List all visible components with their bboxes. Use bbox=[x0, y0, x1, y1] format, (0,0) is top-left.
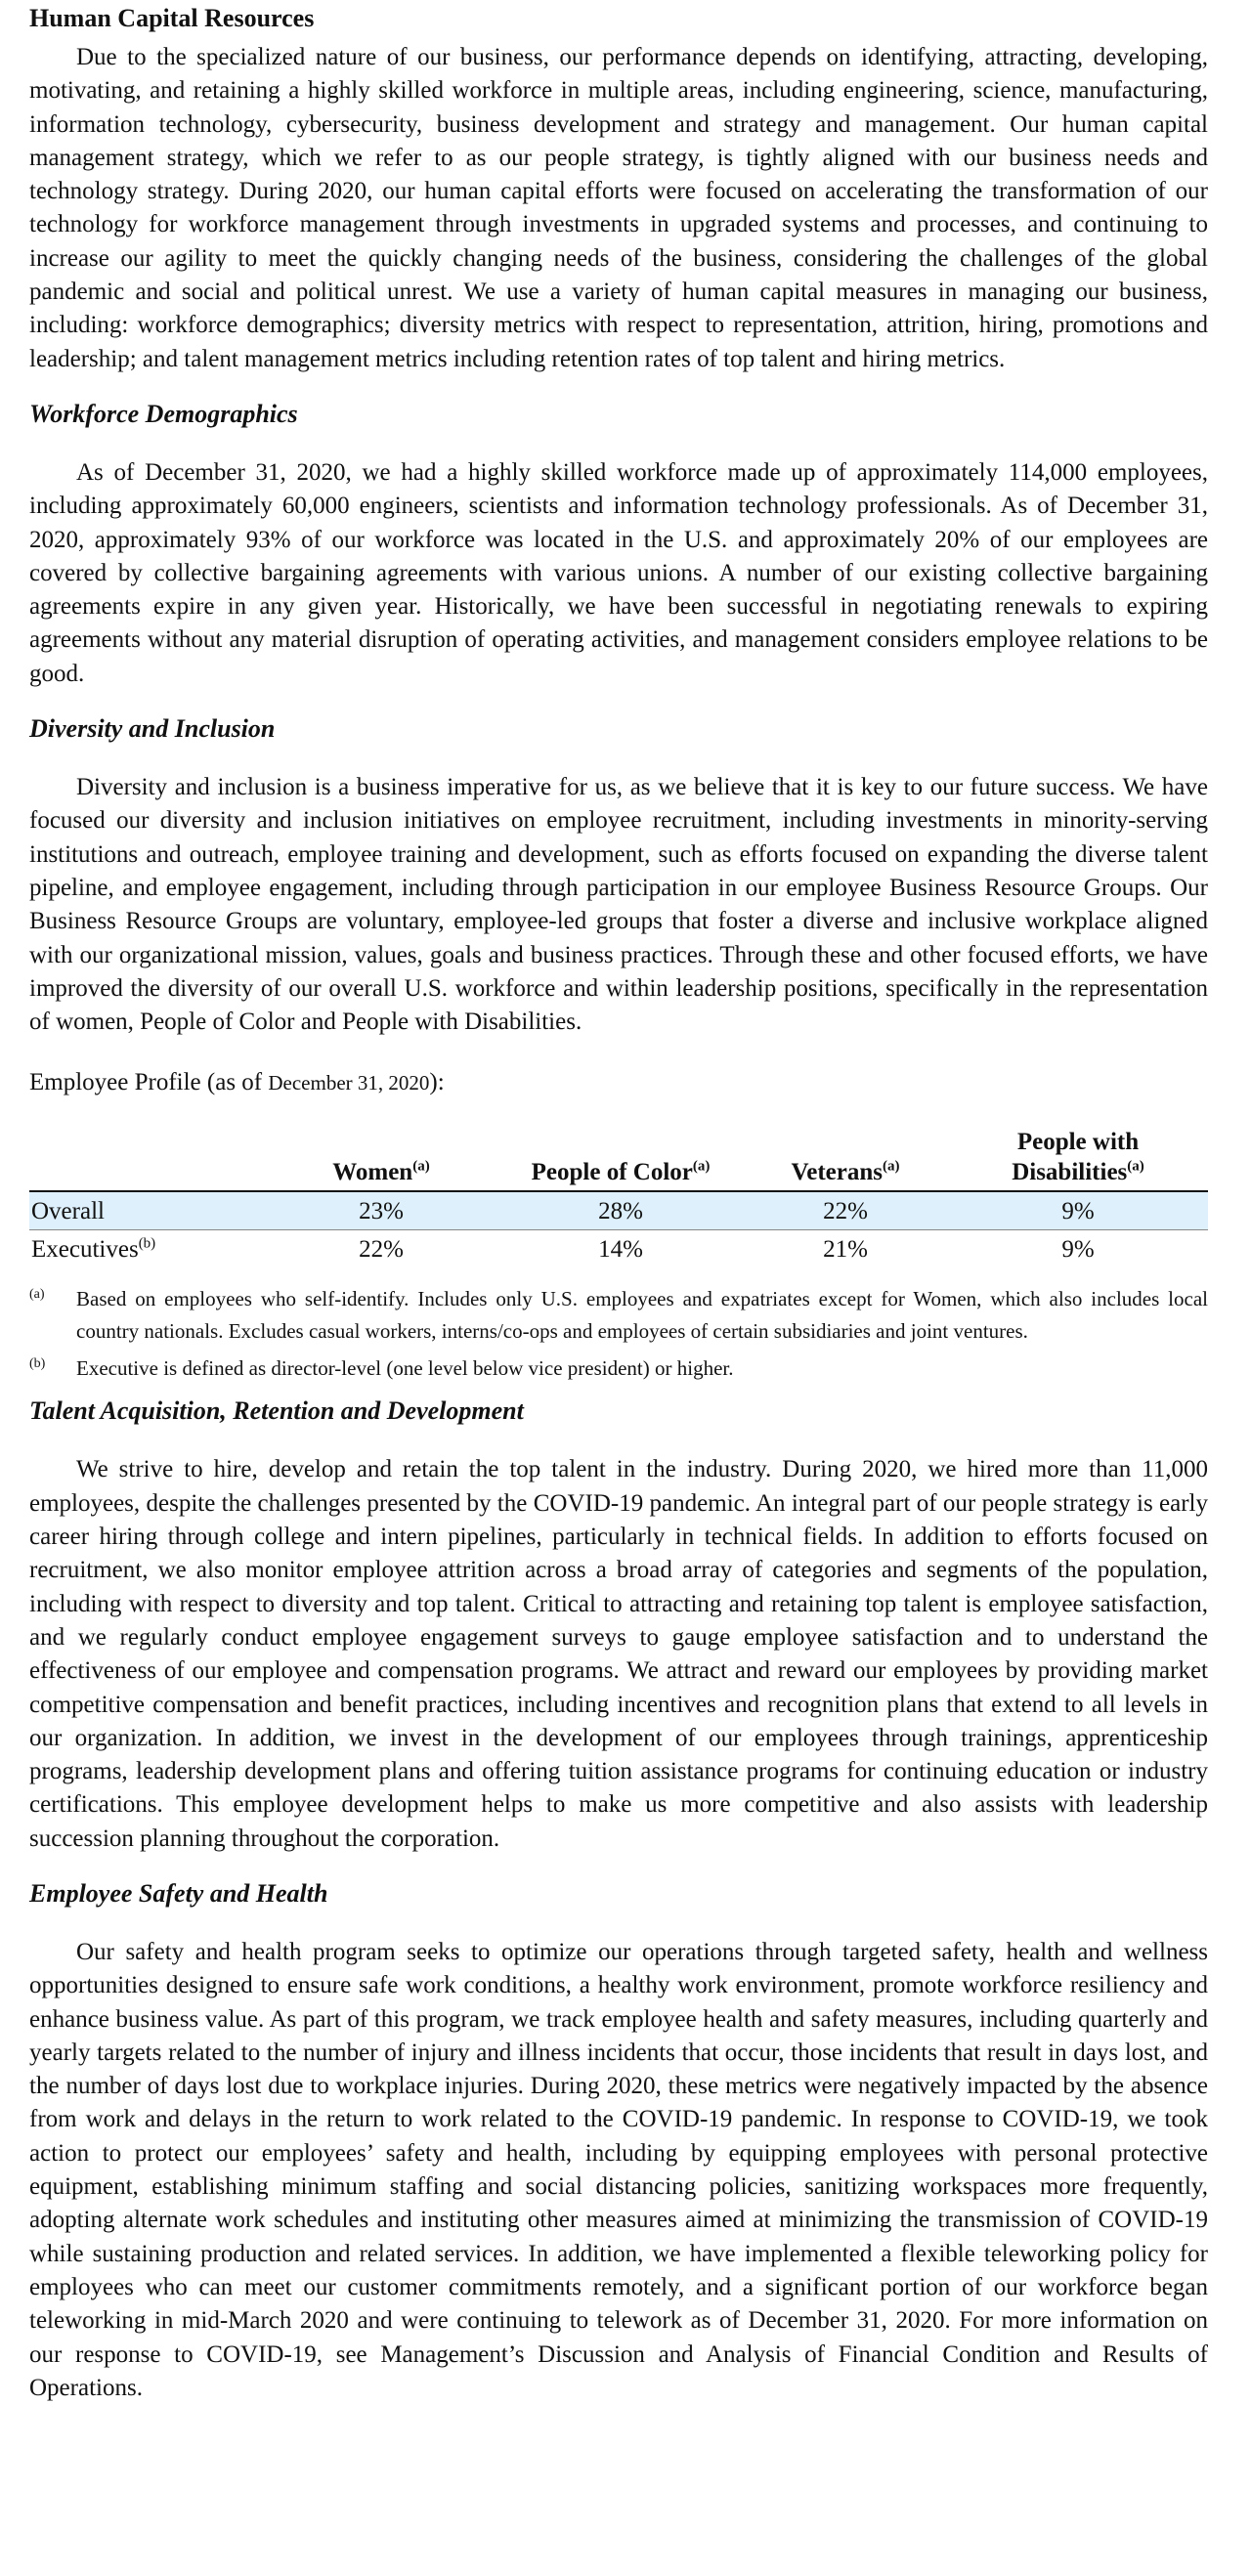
workforce-paragraph: As of December 31, 2020, we had a highly skilled workforce made up of approximately 114,000 employees, including approximately 60,000 engineers, scientists and information technology professionals. As of December 31, 2020, approximately 93% of our workforce was located in the U.S. and approximately 20% of our employees are covered by collective bargaining agreements with various unions. A number of our existing collective bargaining agreements expire in any given year. Historically, we have been successful in negotiating renewals to expiring agreements without any material disruption of operating activities, and management considers employee relations to be good. bbox=[29, 458, 1208, 687]
header-people-of-color: People of Color$^{(a)}$ bbox=[498, 1127, 743, 1191]
table-cell: 22% bbox=[359, 1236, 404, 1264]
footnote-mark: (b) bbox=[29, 1356, 46, 1372]
footnote-mark: (a) bbox=[29, 1287, 45, 1303]
table-footnotes bbox=[29, 1283, 1208, 1385]
safety-heading: Employee Safety and Health bbox=[29, 1878, 328, 1908]
header-veterans: Veterans$^{(a)}$ bbox=[743, 1127, 948, 1191]
table-header-row bbox=[29, 1127, 1208, 1191]
table-cell: 22% bbox=[743, 1191, 948, 1230]
table-cell: 21% bbox=[823, 1236, 868, 1264]
talent-paragraph: We strive to hire, develop and retain the top talent in the industry. During 2020, we hired more than 11,000 employees, despite the challenges presented by the COVID-19 pandemic. An integral part of our people strategy is early career hiring through college and intern pipelines, particularly in technical fields. In addition to efforts focused on recruitment, we also monitor employee attrition across a broad array of categories and segments of the population, including with respect to diversity and top talent. Critical to attracting and retaining top talent is employee satisfaction, and we regularly conduct employee engagement surveys to gauge employee satisfaction and to understand the effectiveness of our employee and compensation programs. We attract and reward our employees by providing market competitive compensation and benefit practices, including incentives and recognition plans that extend to all levels in our organization. In addition, we invest in the development of our employees through trainings, apprenticeship programs, leadership development plans and offering tuition assistance programs for continuing education or industry certifications. This employee development helps to make us more competitive and also assists with leadership succession planning throughout the corporation. bbox=[29, 1456, 1208, 1852]
table-cell: 9% bbox=[1061, 1236, 1095, 1264]
row-label: Executives$^{(b)}$ bbox=[31, 1236, 156, 1264]
safety-paragraph: Our safety and health program seeks to optimize our operations through targeted safety, health and wellness opportunities designed to ensure safe work conditions, a healthy work environment, promote workforce resiliency and enhance business value. As part of this program, we track employee health and safety measures, including quarterly and yearly targets related to the number of injury and illness incidents that occur, those incidents that result in days lost, and the number of days lost due to workplace injuries. During 2020, these metrics were negatively impacted by the absence from work and delays in the return to work related to the COVID-19 pandemic. In response to COVID-19, we took action to protect our employees’ safety and health, including by equipping employees with personal protective equipment, establishing minimum staffing and social distancing policies, sanitizing workspaces more frequently, adopting alternate work schedules and instituting other measures aimed at minimizing the transmission of COVID-19 while sustaining production and related services. In addition, we have implemented a flexible teleworking policy for employees who can meet our customer commitments remotely, and a significant portion of our workforce began teleworking in mid-March 2020 and were continuing to telework as of December 31, 2020. For more information on our response to COVID-19, see Management’s Discussion and Analysis of Financial Condition and Results of Operations. bbox=[29, 1938, 1208, 2401]
intro-paragraph: Due to the specialized nature of our business, our performance depends on identifying, attracting, developing, motivating, and retaining a highly skilled workforce in multiple areas, including engineering, science, manufacturing, information technology, cybersecurity, business development and strategy and management. Our human capital management strategy, which we refer to as our people strategy, is tightly aligned with our business needs and technology strategy. During 2020, our human capital efforts were focused on accelerating the transformation of our technology for workforce management through investments in upgraded systems and processes, and continuing to increase our agility to meet the quickly changing needs of the business, considering the challenges of the global pandemic and social and political unrest. We use a variety of human capital measures in managing our business, including: workforce demographics; diversity metrics with respect to representation, attrition, hiring, promotions and leadership; and talent management metrics including retention rates of top talent and hiring metrics. bbox=[29, 44, 1208, 372]
section-heading: Human Capital Resources bbox=[29, 4, 315, 32]
table-row-executives bbox=[29, 1230, 1208, 1268]
footnote bbox=[29, 1352, 1208, 1385]
diversity-heading: Diversity and Inclusion bbox=[29, 714, 276, 744]
row-label: Overall bbox=[29, 1191, 264, 1230]
table-cell: 9% bbox=[948, 1191, 1208, 1230]
table-cell: 28% bbox=[498, 1191, 743, 1230]
diversity-paragraph: Diversity and inclusion is a business imperative for us, as we believe that it is key to our future success. We have focused our diversity and inclusion initiatives on employee recruitment, including investments in minority-serving institutions and outreach, employee training and development, such as efforts focused on expanding the diverse talent pipeline, and employee engagement, including through participation in our employee Business Resource Groups. Our Business Resource Groups are voluntary, employee-led groups that foster a diverse and inclusive workplace aligned with our organizational mission, values, goals and business practices. Through these and other focused efforts, we have improved the diversity of our overall U.S. workforce and within leadership positions, specifically in the representation of women, People of Color and People with Disabilities. bbox=[29, 774, 1208, 1036]
talent-heading: Talent Acquisition, Retention and Development bbox=[29, 1396, 524, 1426]
header-blank bbox=[29, 1127, 264, 1191]
table-cell: 23% bbox=[264, 1191, 498, 1230]
table-row-overall bbox=[29, 1191, 1208, 1230]
header-people-with-disabilities: People with Disabilities$^{(a)}$ bbox=[948, 1127, 1208, 1191]
document-page bbox=[29, 0, 1208, 2405]
footnote bbox=[29, 1283, 1208, 1348]
employee-profile-table bbox=[29, 1127, 1208, 1267]
employee-profile-title: Employee Profile (as of December 31, 2020): bbox=[29, 1069, 445, 1096]
footnote-text: Based on employees who self-identify. Includes only U.S. employees and expatriates except for Women, which also includes local country nationals. Excludes casual workers, interns/co-ops and employees of certain subsidiaries and joint ventures. bbox=[76, 1287, 1208, 1344]
header-women: Women$^{(a)}$ bbox=[264, 1127, 498, 1191]
table-cell: 14% bbox=[598, 1236, 643, 1264]
workforce-heading: Workforce Demographics bbox=[29, 399, 298, 428]
footnote-text: Executive is defined as director-level (one level below vice president) or higher. bbox=[76, 1356, 734, 1381]
